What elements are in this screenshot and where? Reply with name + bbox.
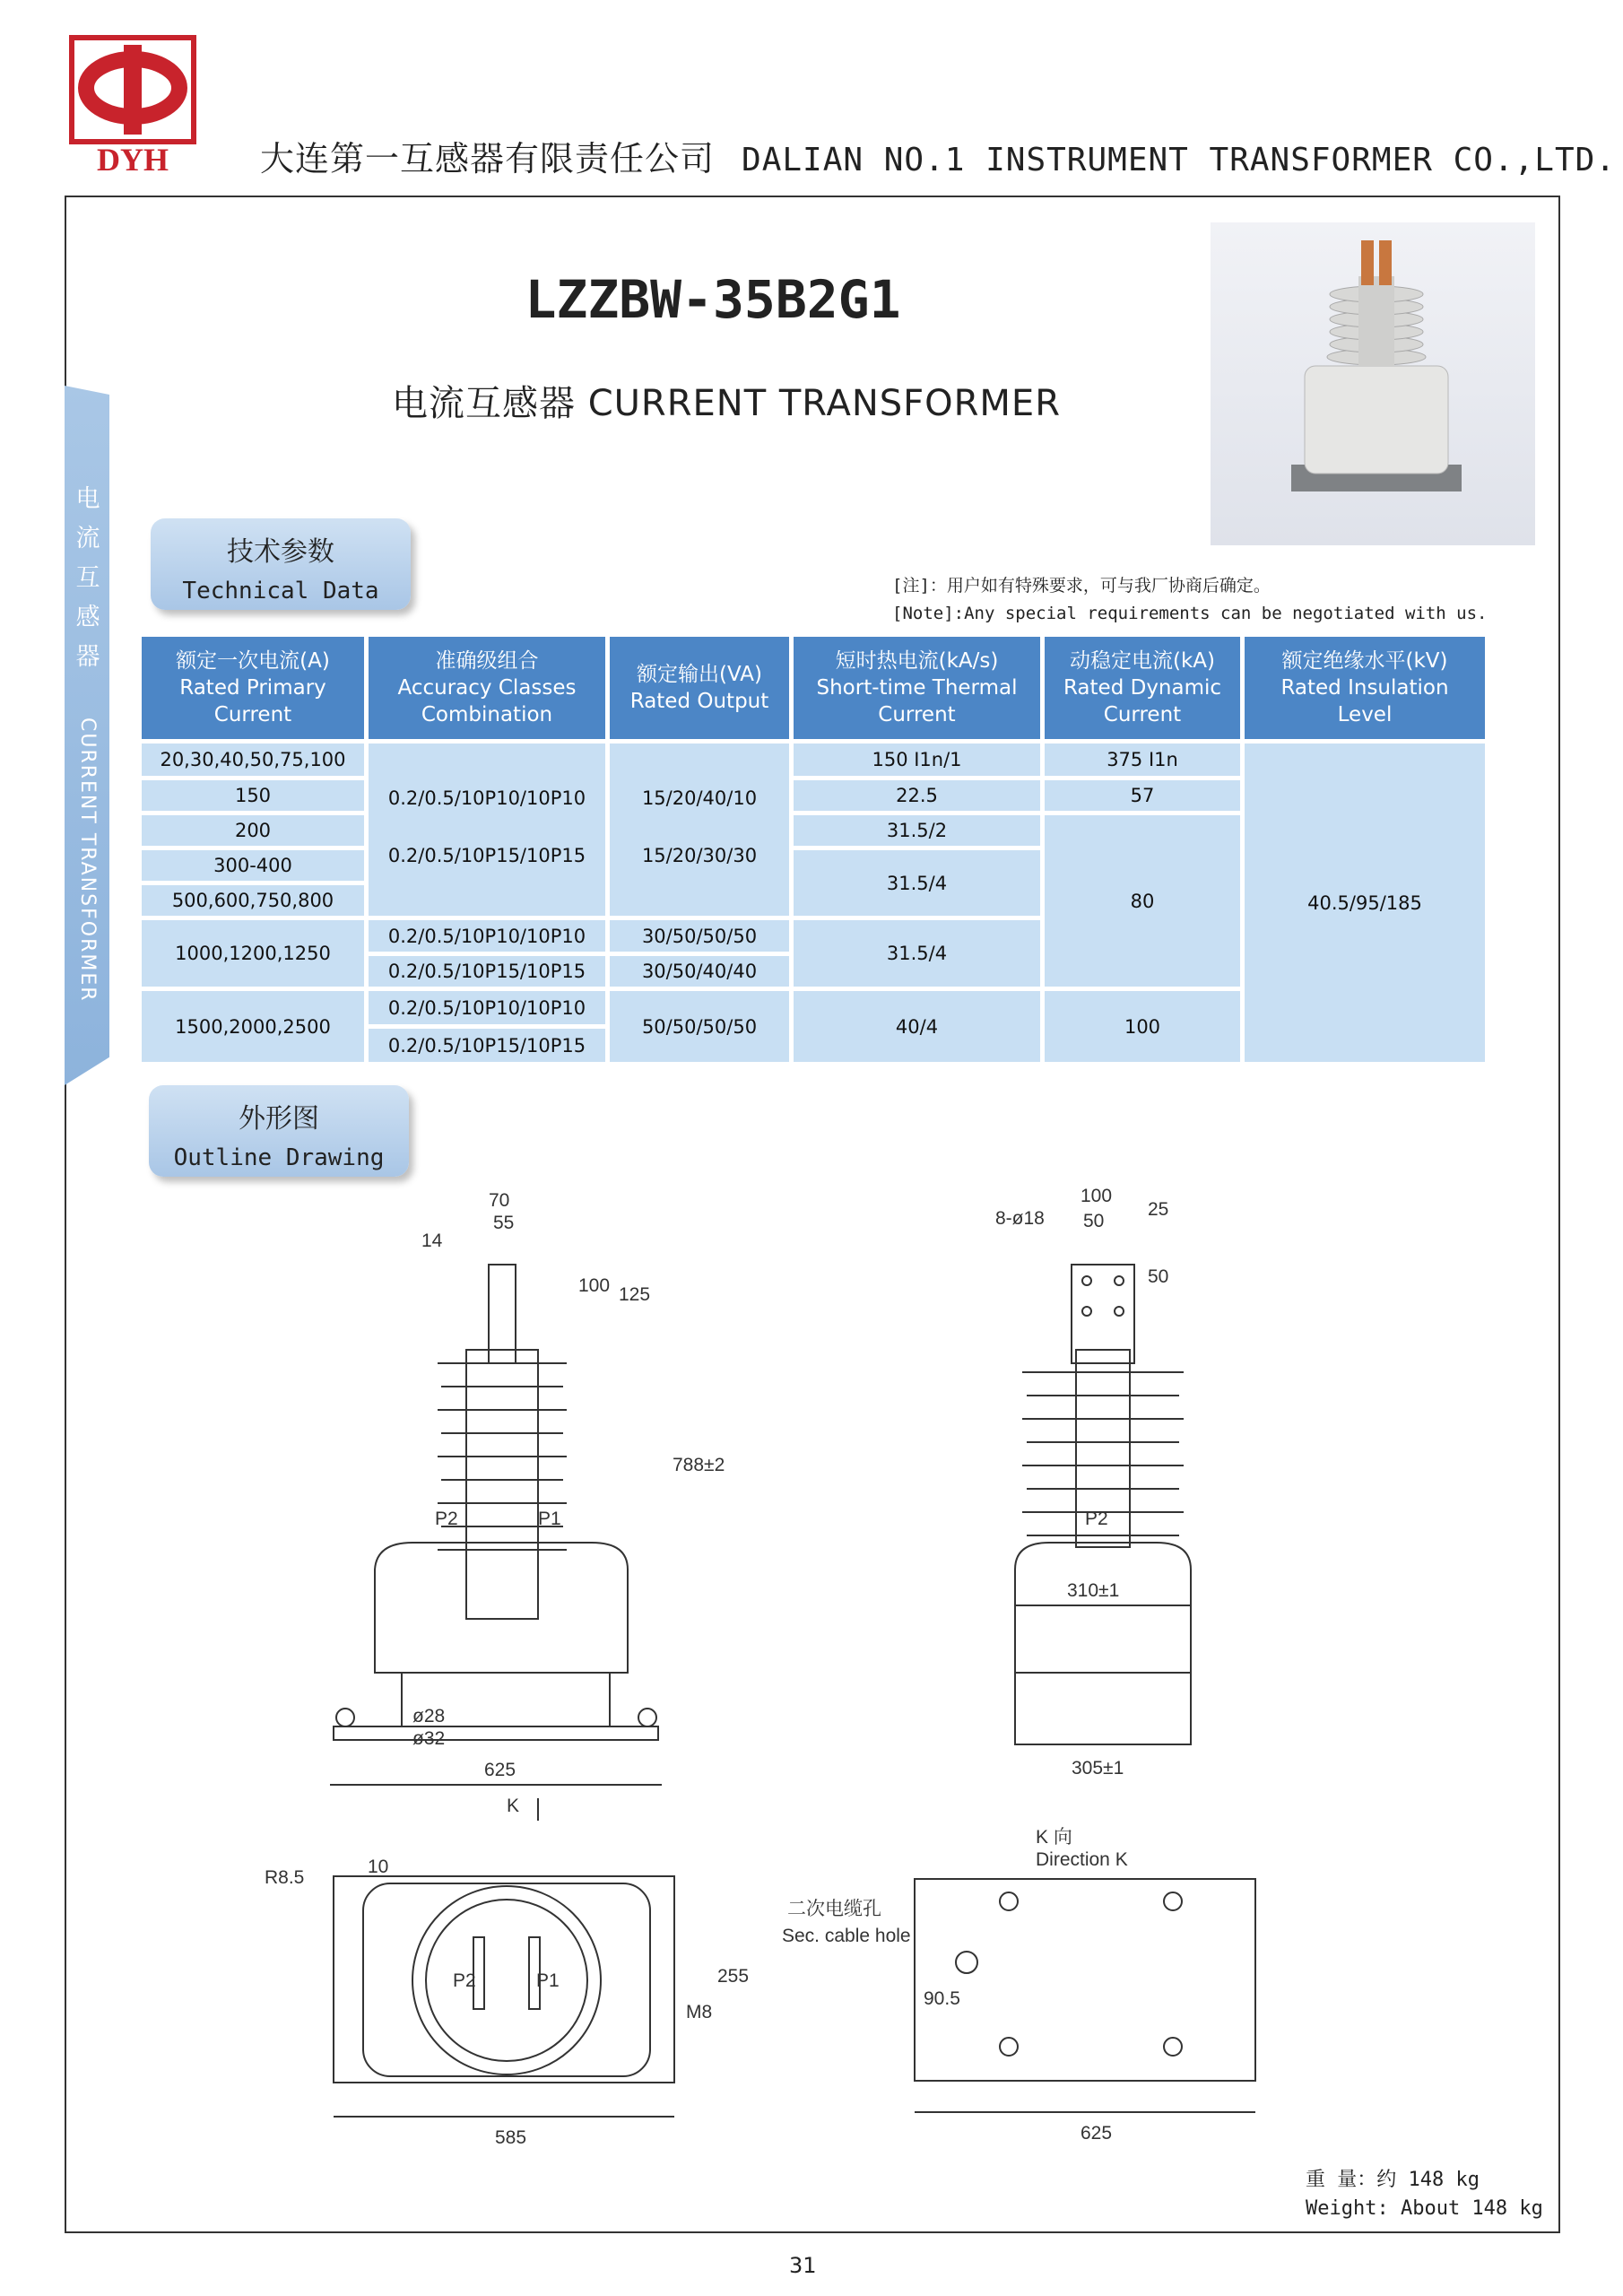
svg-text:Direction K: Direction K xyxy=(1036,1849,1128,1870)
front-body xyxy=(375,1543,628,1673)
svg-text:P1: P1 xyxy=(538,1509,561,1529)
cell-dynamic-current: 100 xyxy=(1045,991,1240,1062)
svg-text:50: 50 xyxy=(1083,1211,1105,1231)
svg-text:55: 55 xyxy=(493,1213,515,1233)
cell-thermal-current: 40/4 xyxy=(794,991,1040,1062)
header-zh: 准确级组合 xyxy=(435,649,539,673)
company-logo xyxy=(70,36,195,178)
header-en: Rated Insulation Level xyxy=(1280,676,1449,726)
front-base xyxy=(334,1726,658,1740)
svg-text:P2: P2 xyxy=(1085,1509,1108,1529)
svg-text:10: 10 xyxy=(368,1857,389,1877)
cell-primary-current: 20,30,40,50,75,100 xyxy=(142,744,364,776)
outline-drawing-en: Outline Drawing xyxy=(173,1144,385,1171)
company-name-en: DALIAN NO.1 INSTRUMENT TRANSFORMER CO.,LTD. xyxy=(742,142,1616,178)
svg-text:255: 255 xyxy=(717,1966,750,1987)
svg-text:K 向: K 向 xyxy=(1036,1827,1072,1848)
cell-accuracy-class: 0.2/0.5/10P10/10P10 xyxy=(369,920,605,952)
cell-accuracy-class: 0.2/0.5/10P10/10P10 xyxy=(369,991,605,1024)
technical-data-zh: 技术参数 xyxy=(227,536,334,568)
header-zh: 额定一次电流(A) xyxy=(176,649,330,673)
company-name-zh: 大连第一互感器有限责任公司 xyxy=(260,139,716,178)
svg-text:90.5: 90.5 xyxy=(924,1988,960,2009)
svg-text:二次电缆孔: 二次电缆孔 xyxy=(787,1899,881,1919)
header-en: Rated Dynamic Current xyxy=(1063,676,1222,726)
weight-en: Weight: About 148 kg xyxy=(1306,2197,1543,2220)
page-number: 31 xyxy=(789,2253,817,2278)
svg-text:625: 625 xyxy=(1081,2123,1113,2144)
outline-drawing xyxy=(233,1184,1542,2148)
svg-text:ø28: ø28 xyxy=(412,1706,446,1726)
product-photo xyxy=(1211,222,1535,545)
product-subtitle: 电流互感器 CURRENT TRANSFORMER xyxy=(392,383,1061,424)
svg-text:585: 585 xyxy=(495,2127,527,2148)
cell-rated-output: 50/50/50/50 xyxy=(610,991,789,1062)
product-weight xyxy=(1306,2166,1543,2223)
sec-cable-hole xyxy=(956,1952,977,1973)
header-zh: 短时热电流(kA/s) xyxy=(835,649,999,673)
cell-thermal-current: 150 I1n/1 xyxy=(794,744,1040,776)
note-en: [Note]:Any special requirements can be negotiated with us. xyxy=(892,604,1488,623)
svg-text:625: 625 xyxy=(484,1760,516,1780)
side-tab-en: CURRENT TRANSFORMER xyxy=(76,718,99,1003)
svg-text:P1: P1 xyxy=(536,1970,560,1991)
cell-primary-current: 1500,2000,2500 xyxy=(142,991,364,1062)
special-requirements-note xyxy=(892,572,1487,628)
svg-text:P2: P2 xyxy=(453,1970,476,1991)
cell-thermal-current: 31.5/2 xyxy=(794,815,1040,846)
header-rated-insulation-level xyxy=(1245,637,1485,739)
cell-rated-output xyxy=(610,744,789,916)
cell-accuracy-class: 0.2/0.5/10P15/10P15 xyxy=(369,1029,605,1062)
cell-thermal-current: 31.5/4 xyxy=(794,920,1040,987)
svg-text:P2: P2 xyxy=(435,1509,458,1529)
model-title: LZZBW-35B2G1 xyxy=(525,269,901,330)
svg-text:100: 100 xyxy=(578,1275,611,1296)
svg-text:305±1: 305±1 xyxy=(1072,1758,1124,1779)
svg-text:8-ø18: 8-ø18 xyxy=(995,1208,1045,1229)
cell-primary-current: 200 xyxy=(142,815,364,846)
outline-drawing-label xyxy=(149,1085,409,1177)
plan-base xyxy=(334,1876,674,2083)
company-name xyxy=(260,131,1616,180)
svg-text:14: 14 xyxy=(421,1231,443,1251)
header-zh: 额定绝缘水平(kV) xyxy=(1281,649,1448,673)
svg-text:K: K xyxy=(507,1796,520,1816)
technical-data-table xyxy=(142,637,1485,1062)
cell-dynamic-current: 375 I1n xyxy=(1045,744,1240,776)
technical-data-label xyxy=(151,518,411,610)
svg-text:ø32: ø32 xyxy=(412,1728,446,1749)
side-tab-zh: 电流互感器 xyxy=(75,485,100,671)
cell-accuracy-class: 0.2/0.5/10P15/10P15 xyxy=(369,956,605,987)
svg-text:70: 70 xyxy=(489,1190,510,1211)
cell-primary-current: 500,600,750,800 xyxy=(142,885,364,916)
header-rated-output xyxy=(610,637,789,739)
svg-text:25: 25 xyxy=(1148,1199,1169,1220)
cell-accuracy-class xyxy=(369,744,605,916)
cell-primary-current: 300-400 xyxy=(142,850,364,881)
svg-text:50: 50 xyxy=(1148,1266,1169,1287)
cell-thermal-current: 22.5 xyxy=(794,780,1040,811)
header-short-time-thermal-current xyxy=(794,637,1040,739)
header-en: Accuracy Classes Combination xyxy=(397,676,577,726)
cell-insulation-level: 40.5/95/185 xyxy=(1245,744,1485,1062)
header-en: Short-time Thermal Current xyxy=(816,676,1018,726)
svg-text:100: 100 xyxy=(1081,1186,1113,1206)
header-accuracy-classes xyxy=(369,637,605,739)
cell-primary-current: 150 xyxy=(142,780,364,811)
header-zh: 额定输出(VA) xyxy=(637,663,762,686)
cell-primary-current: 1000,1200,1250 xyxy=(142,920,364,987)
svg-text:788±2: 788±2 xyxy=(673,1455,725,1475)
svg-text:M8: M8 xyxy=(686,2002,713,2022)
cell-thermal-current: 31.5/4 xyxy=(794,850,1040,916)
technical-data-en: Technical Data xyxy=(182,578,379,604)
cell-dynamic-current: 57 xyxy=(1045,780,1240,811)
accuracy-class-text: 0.2/0.5/10P15/10P15 xyxy=(387,845,586,866)
cell-rated-output: 30/50/40/40 xyxy=(610,956,789,987)
k-view-base xyxy=(915,1879,1255,2081)
cell-rated-output: 30/50/50/50 xyxy=(610,920,789,952)
svg-text:Sec. cable hole: Sec. cable hole xyxy=(782,1926,911,1946)
rated-output-text: 15/20/40/10 xyxy=(641,787,758,809)
outline-drawing-zh: 外形图 xyxy=(239,1103,319,1135)
header-zh: 动稳定电流(kA) xyxy=(1070,649,1215,673)
note-zh: [注]：用户如有特殊要求，可与我厂协商后确定。 xyxy=(892,576,1271,596)
front-terminal xyxy=(489,1265,516,1363)
svg-text:DYH: DYH xyxy=(97,142,169,178)
header-rated-primary-current xyxy=(142,637,364,739)
header-rated-dynamic-current xyxy=(1045,637,1240,739)
accuracy-class-text: 0.2/0.5/10P10/10P10 xyxy=(387,787,586,809)
svg-text:125: 125 xyxy=(619,1284,651,1305)
rated-output-text: 15/20/30/30 xyxy=(641,845,758,866)
header-en: Rated Output xyxy=(629,690,769,713)
weight-zh: 重 量：约 148 kg xyxy=(1306,2169,1480,2191)
svg-text:310±1: 310±1 xyxy=(1067,1580,1120,1601)
svg-text:R8.5: R8.5 xyxy=(265,1867,305,1888)
header-en: Rated Primary Current xyxy=(179,676,326,726)
cell-dynamic-current: 80 xyxy=(1045,815,1240,987)
